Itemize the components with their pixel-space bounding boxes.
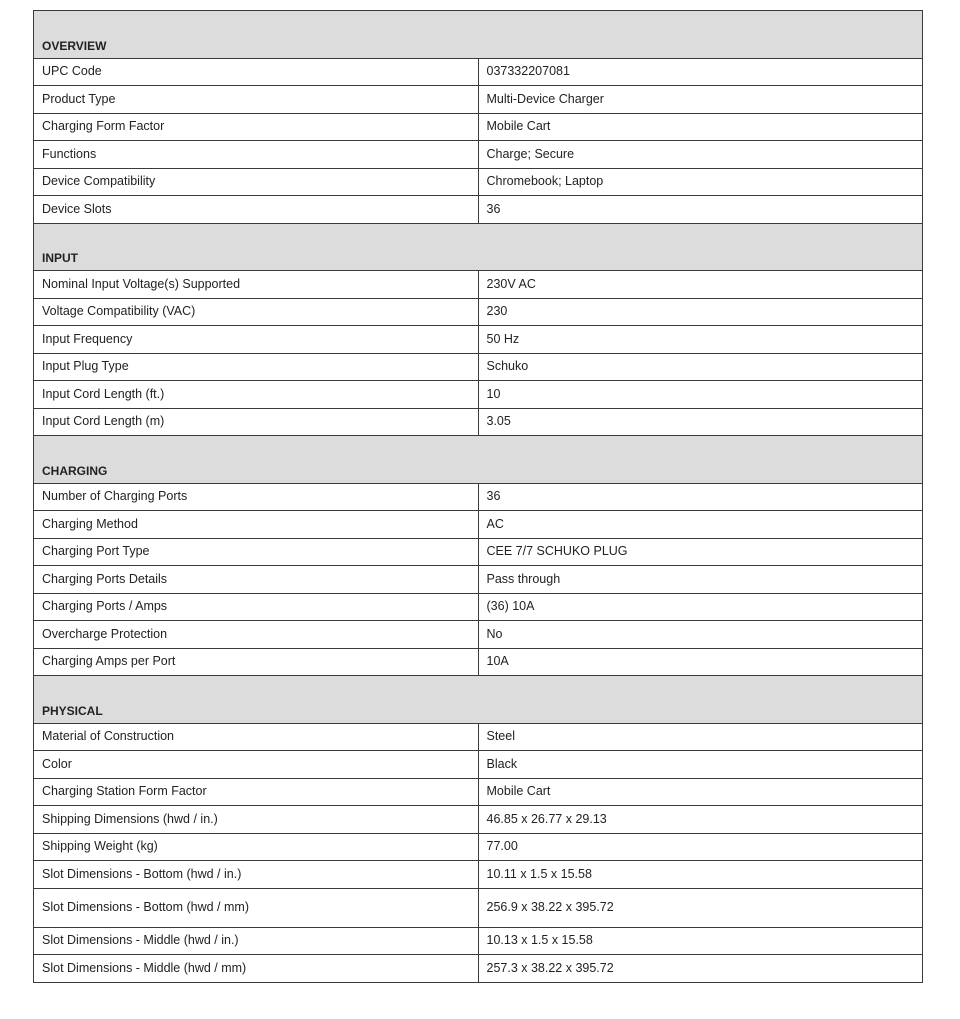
row-value: AC (478, 511, 923, 539)
table-row (34, 621, 923, 649)
table-row (34, 778, 923, 806)
table-row (34, 593, 923, 621)
row-value: 037332207081 (478, 58, 923, 86)
row-value: Pass through (478, 566, 923, 594)
row-label: Charging Ports Details (34, 566, 479, 594)
row-value: Chromebook; Laptop (478, 168, 923, 196)
row-value: 256.9 x 38.22 x 395.72 (478, 888, 923, 927)
section-header-physical (34, 676, 923, 724)
table-row (34, 483, 923, 511)
row-label: Slot Dimensions - Middle (hwd / in.) (34, 927, 479, 955)
table-row (34, 927, 923, 955)
row-label: Functions (34, 141, 479, 169)
section-title: INPUT (34, 223, 923, 271)
row-label: Input Cord Length (m) (34, 408, 479, 436)
row-label: Overcharge Protection (34, 621, 479, 649)
row-value: 46.85 x 26.77 x 29.13 (478, 806, 923, 834)
row-value: 36 (478, 196, 923, 224)
row-value: 230 (478, 298, 923, 326)
row-label: Charging Port Type (34, 538, 479, 566)
table-row (34, 353, 923, 381)
table-row (34, 408, 923, 436)
row-value: 77.00 (478, 833, 923, 861)
table-row (34, 381, 923, 409)
row-value: Steel (478, 723, 923, 751)
row-label: Device Compatibility (34, 168, 479, 196)
row-value: Mobile Cart (478, 778, 923, 806)
row-label: Number of Charging Ports (34, 483, 479, 511)
row-label: Color (34, 751, 479, 779)
row-label: Input Plug Type (34, 353, 479, 381)
row-value: (36) 10A (478, 593, 923, 621)
row-label: Shipping Weight (kg) (34, 833, 479, 861)
row-value: 10A (478, 648, 923, 676)
table-row (34, 511, 923, 539)
row-value: No (478, 621, 923, 649)
row-value: 50 Hz (478, 326, 923, 354)
row-label: Product Type (34, 86, 479, 114)
row-value: Charge; Secure (478, 141, 923, 169)
row-value: Multi-Device Charger (478, 86, 923, 114)
row-value: CEE 7/7 SCHUKO PLUG (478, 538, 923, 566)
row-label: Charging Ports / Amps (34, 593, 479, 621)
row-label: Charging Form Factor (34, 113, 479, 141)
table-row (34, 86, 923, 114)
table-row (34, 168, 923, 196)
row-label: Slot Dimensions - Bottom (hwd / in.) (34, 861, 479, 889)
table-row (34, 861, 923, 889)
table-row (34, 538, 923, 566)
row-value: 10.11 x 1.5 x 15.58 (478, 861, 923, 889)
row-label: Charging Station Form Factor (34, 778, 479, 806)
table-row (34, 566, 923, 594)
section-title: OVERVIEW (34, 11, 923, 59)
section-title: CHARGING (34, 436, 923, 484)
table-row (34, 806, 923, 834)
table-row (34, 58, 923, 86)
section-header-charging (34, 436, 923, 484)
row-label: Slot Dimensions - Bottom (hwd / mm) (34, 888, 479, 927)
table-row (34, 833, 923, 861)
row-value: 230V AC (478, 271, 923, 299)
table-row (34, 326, 923, 354)
table-row (34, 888, 923, 927)
row-label: Shipping Dimensions (hwd / in.) (34, 806, 479, 834)
row-label: Input Cord Length (ft.) (34, 381, 479, 409)
row-value: 10 (478, 381, 923, 409)
row-value: Schuko (478, 353, 923, 381)
row-label: Slot Dimensions - Middle (hwd / mm) (34, 955, 479, 983)
table-row (34, 196, 923, 224)
section-header-input (34, 223, 923, 271)
section-title: PHYSICAL (34, 676, 923, 724)
row-label: UPC Code (34, 58, 479, 86)
row-label: Charging Method (34, 511, 479, 539)
row-value: 257.3 x 38.22 x 395.72 (478, 955, 923, 983)
table-row (34, 271, 923, 299)
row-value: 10.13 x 1.5 x 15.58 (478, 927, 923, 955)
row-label: Input Frequency (34, 326, 479, 354)
spec-table (33, 10, 923, 983)
table-row (34, 298, 923, 326)
row-value: Black (478, 751, 923, 779)
row-label: Device Slots (34, 196, 479, 224)
table-row (34, 723, 923, 751)
table-row (34, 751, 923, 779)
section-header-overview (34, 11, 923, 59)
row-label: Material of Construction (34, 723, 479, 751)
row-value: Mobile Cart (478, 113, 923, 141)
row-label: Charging Amps per Port (34, 648, 479, 676)
row-label: Nominal Input Voltage(s) Supported (34, 271, 479, 299)
row-label: Voltage Compatibility (VAC) (34, 298, 479, 326)
table-row (34, 113, 923, 141)
table-row (34, 141, 923, 169)
row-value: 3.05 (478, 408, 923, 436)
table-row (34, 648, 923, 676)
table-row (34, 955, 923, 983)
row-value: 36 (478, 483, 923, 511)
